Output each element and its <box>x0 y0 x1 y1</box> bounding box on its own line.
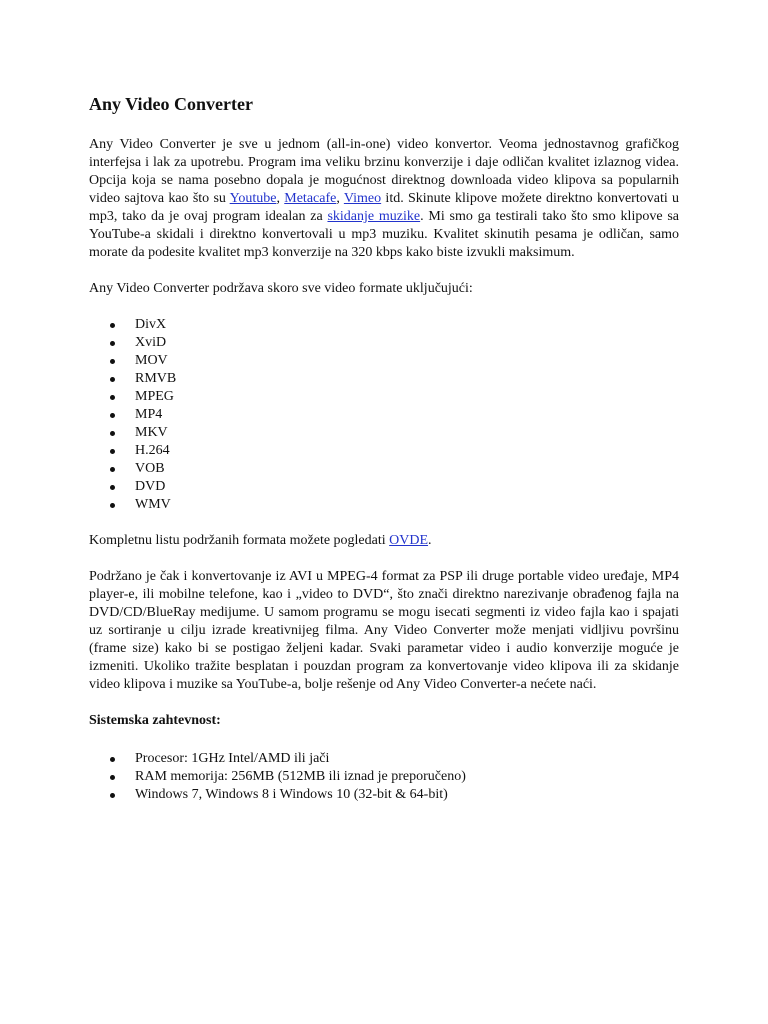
list-item: RAM memorija: 256MB (512MB ili iznad je preporučeno) <box>89 768 679 786</box>
list-item: MOV <box>89 352 679 370</box>
list-item: Windows 7, Windows 8 i Windows 10 (32-bit & 64-bit) <box>89 786 679 804</box>
link-skidanje-muzike[interactable]: skidanje muzike <box>327 209 421 224</box>
formats-intro: Any Video Converter podržava skoro sve video formate uključujući: <box>89 281 473 296</box>
list-item: H.264 <box>89 442 679 460</box>
link-metacafe[interactable]: Metacafe <box>284 191 337 206</box>
link-vimeo[interactable]: Vimeo <box>343 191 382 206</box>
list-item: WMV <box>89 496 679 514</box>
link-ovde[interactable]: OVDE <box>389 533 429 548</box>
intro-text-2: itd. Skinute klipove možete direktno konvertovati u mp3, tako da je ovaj program idealan za <box>89 191 680 224</box>
list-item: DivX <box>89 316 679 334</box>
formats-list <box>89 316 679 514</box>
full-list-end: . <box>428 533 432 548</box>
full-list-text: Kompletnu listu podržanih formata možete pogledati <box>89 533 390 548</box>
intro-sep-1: , <box>276 191 285 206</box>
list-item: MP4 <box>89 406 679 424</box>
list-item: DVD <box>89 478 679 496</box>
list-item: MKV <box>89 424 679 442</box>
requirements-heading: Sistemska zahtevnost: <box>89 713 221 728</box>
list-item: VOB <box>89 460 679 478</box>
intro-paragraph <box>89 136 679 262</box>
list-item: XviD <box>89 334 679 352</box>
full-list-paragraph <box>89 532 679 550</box>
list-item: RMVB <box>89 370 679 388</box>
page-title: Any Video Converter <box>89 94 253 114</box>
intro-text-3: . Mi smo ga testirali tako što smo klipove sa YouTube-a skidali i direktno konvertovali u mp3 muziku. Kvalitet skinutih pesama je odličan, samo morate da podesite kvalitet mp3 konverzije na 320 kbps kako biste izvukli maksimum. <box>89 209 679 260</box>
support-paragraph: Podržano je čak i konvertovanje iz AVI u MPEG-4 format za PSP ili druge portable video uređaje, MP4 player-e, ili mobilne telefone, kao i „video to DVD“, što znači direktno narezivanje obrađenog fajla na DVD/CD/BlueRay medijume. U samom programu se mogu isecati segmenti iz video fajla kao i spajati uz sortiranje u cilju izrade kreativnijeg filma. Any Video Converter može menjati vidljivu površinu (frame size) kako bi se postigao željeni kadar. Svaki parametar video i audio konverzije moguće je izmeniti. Ukoliko tražite besplatan i pouzdan program za konvertovanje video klipova ili za skidanje video klipova i muzike sa YouTube-a, bolje rešenje od Any Video Converter-a nećete naći. <box>89 569 679 692</box>
list-item: Procesor: 1GHz Intel/AMD ili jači <box>89 750 679 768</box>
intro-text-1: Any Video Converter je sve u jednom (all-in-one) video konvertor. Veoma jednostavnog grafičkog interfejsa i lak za upotrebu. Program ima veliku brzinu konverzije i daje odličan kvalitet izlaznog videa. Opcija koja se nama posebno dopala je mogućnost direktnog downloada video klipova sa popularnih video sajtova kao što su <box>89 137 679 206</box>
requirements-list <box>89 750 679 804</box>
link-youtube[interactable]: Youtube <box>229 191 277 206</box>
intro-sep-2: , <box>336 191 344 206</box>
document-page <box>89 92 679 822</box>
list-item: MPEG <box>89 388 679 406</box>
